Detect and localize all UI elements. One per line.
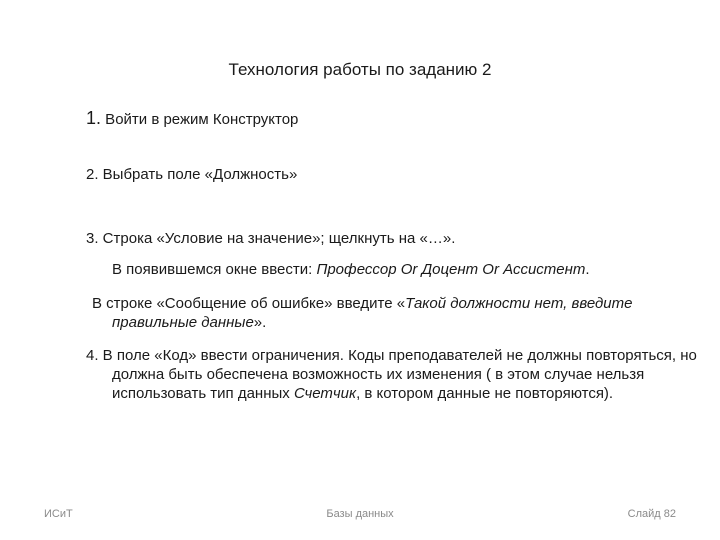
step-3-sub-1-italic: Профессор Or Доцент Or Ассистент (316, 261, 586, 278)
slide-title: Технология работы по заданию 2 (228, 60, 492, 79)
step-2: 2. Выбрать поле «Должность» (86, 166, 298, 183)
step-1-text: Войти в режим Конструктор (101, 111, 299, 128)
step-4-prefix: 4. В поле «Код» ввести ограничения. Коды преподавателей не должны повторяться, но должна быть обеспечена возможность их изменения ( в этом случае нельзя использовать тип данных (86, 347, 697, 402)
step-3-sub-1 (112, 260, 590, 279)
footer-left: ИСиТ (44, 508, 73, 520)
footer-center: Базы данных (326, 508, 394, 520)
step-3-sub-1-suffix: . (585, 261, 590, 278)
step-3-sub-2 (92, 294, 652, 332)
step-1 (86, 109, 298, 129)
step-1-number: 1. (86, 108, 102, 128)
step-3-sub-2-italic: Такой должности нет, введите правильные данные (112, 295, 633, 331)
step-4-suffix: , в котором данные не повторяются). (356, 385, 614, 402)
footer-slide-number: Слайд 82 (627, 508, 676, 520)
step-3-sub-2-suffix: ». (253, 314, 267, 331)
step-4 (86, 346, 712, 403)
step-4-italic: Счетчик (293, 385, 357, 402)
step-3-sub-1-prefix: В появившемся окне ввести: (112, 261, 317, 278)
step-3-sub-2-prefix: В строке «Сообщение об ошибке» введите « (92, 295, 406, 312)
step-3: 3. Строка «Условие на значение»; щелкнуть на «…». (86, 230, 456, 247)
